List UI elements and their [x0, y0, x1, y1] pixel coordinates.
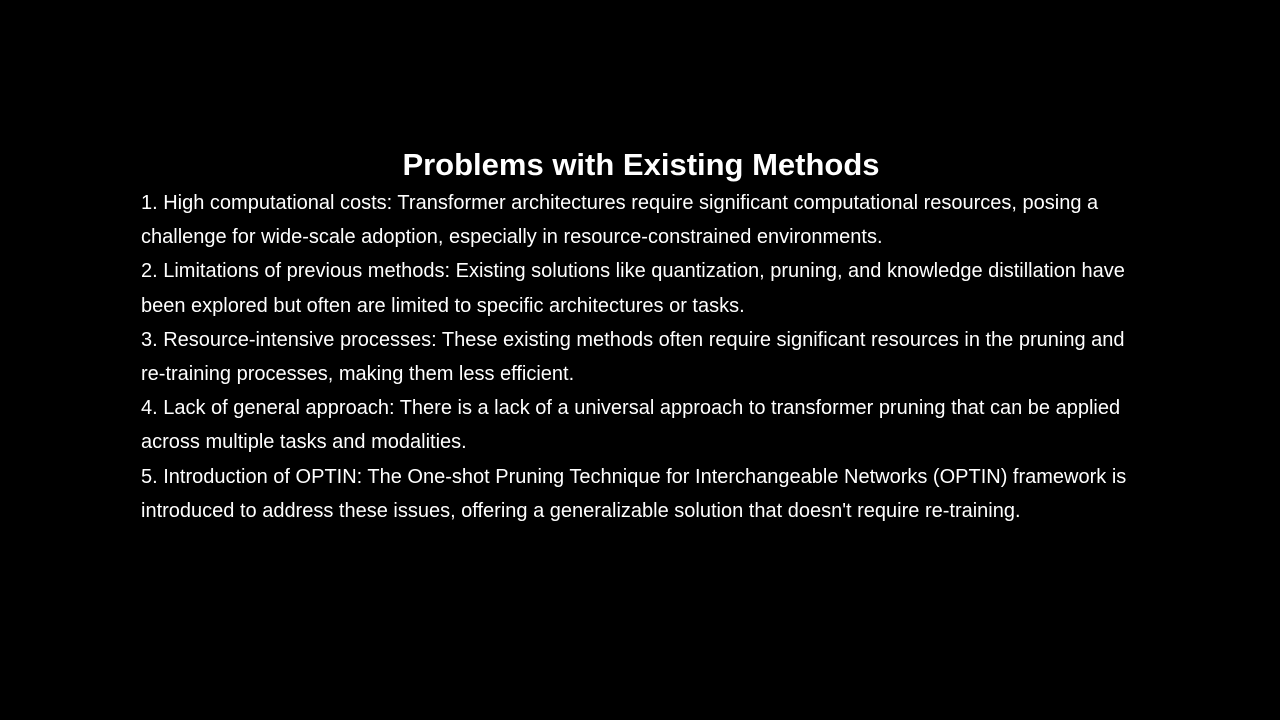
- slide-content: [141, 144, 1141, 528]
- slide-title: Problems with Existing Methods: [402, 147, 880, 182]
- problem-item-5: 5. Introduction of OPTIN: The One-shot Pruning Technique for Interchangeable Networks (OPTIN) framework is introduced to address these issues, offering a generalizable solution that doesn't require re-training.: [141, 465, 1127, 522]
- problem-item-3: 3. Resource-intensive processes: These existing methods often require significant resources in the pruning and re-training processes, making them less efficient.: [141, 328, 1125, 386]
- problem-item-2: 2. Limitations of previous methods: Existing solutions like quantization, pruning, and knowledge distillation have been explored but often are limited to specific architectures or tasks.: [141, 260, 1125, 317]
- problem-list: [141, 186, 1141, 528]
- problem-item-4: 4. Lack of general approach: There is a lack of a universal approach to transformer pruning that can be applied across multiple tasks and modalities.: [141, 397, 1121, 454]
- problem-item-1: 1. High computational costs: Transformer architectures require significant computational resources, posing a challenge for wide-scale adoption, especially in resource-constrained environments.: [141, 192, 1099, 249]
